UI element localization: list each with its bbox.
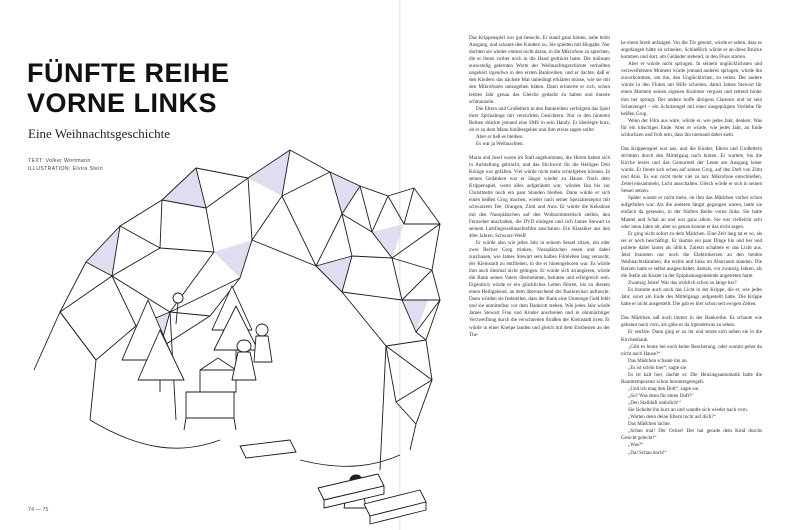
body-paragraph: „Schau mal! Der Ochse! Der hat gerade dem Kind durchs Gesicht geleckt!“ — [621, 428, 762, 442]
body-paragraph: Er ging nicht sofort zu dem Mädchen. Eine Zeit lang tat er so, als sei er noch beschäftigt. Er räumte ein paar Dinge hin und her und polierte dabei lauter als üblich. Zuletzt schaltete er das Licht aus. Jetzt brannten nur noch die Elektrokerzen an den beiden Weihnachtsbäumen, die rechts und links im Altarraum standen. Die Kerzen hatte er selbst ausgeschaltet, damals, vor zwanzig Jahren, als die Stelle als Küster in der Epiphaniasgemeinde angetreten hatte. — [621, 230, 762, 279]
article-credits — [28, 157, 103, 173]
body-paragraph: Zwanzig Jahre! War das wirklich schon so lange her? — [628, 280, 737, 287]
text-column-1 — [469, 35, 610, 339]
body-paragraph: Er würde also wie jedes Jahr in seinem Sessel sitzen, ein oder zwei Becher Grog trinken, Nussplätzchen essen und dabei zuschauen, wie James Stewart sein halbes Filmleben lang versucht, der Kleinstadt zu entfliehen, in die er hineingeboren war. Es würde ihm auch diesmal nicht gelingen. Er würde sich arrangieren, würde die Bank seines Vaters übernehmen, heiraten und erfolgreich sein. Eigentlich würde er ein glückliches Leben führen, bis zu diesem einen Heiligabend, an dem überraschend der Bankrevisor auftaucht. Dann würden sie feststellen, dass der Bank eine Unmenge Geld fehlt und sie unmittelbar vor dem Bankrott stehen. Wie jedes Jahr würde James Stewart Frau und Kinder anschreien und in ohnmächtiger Verzweiflung durch die verschneiten Straßen der Kleinstadt irren. Er würde in einer Kneipe landen und gleich mit dem Erstbesten an der The- — [469, 239, 610, 338]
text-column-2 — [621, 40, 762, 457]
body-paragraph: „Gibt es heute bei euch keine Bescherung, oder warum gehst du nicht nach Hause?“ — [621, 343, 762, 357]
illustration-credit: ILLUSTRATION: Elvira Stein — [28, 166, 104, 172]
body-paragraph: Es brannte auch noch das Licht in der Krippe, die er, wie jedes Jahr, sonst am Ende des Mittelgangs aufgestellt hatte. Die Krippe hatte er nicht ausgestellt. Die gab es hier schon seit ewigen Zeiten. — [621, 287, 762, 308]
body-paragraph: Das Mädchen saß noch immer in der Bankreihe. Es schaute wie gebannt nach vorn, als gäbe es da irgendetwas zu sehen. — [621, 315, 762, 329]
body-paragraph: „Warten denn deine Eltern nicht auf dich?“ — [628, 414, 716, 421]
body-paragraph: Es ist kalt hier, dachte er. Die Heizungsautomatik hatte die Raumtemperatur schon heruntergeregelt. — [621, 371, 762, 385]
body-paragraph: Aber er würde nicht springen. In seinem unglücklichsten und verzweifeltsten Moment würde jemand anderes springen, würde ihn zuvorkommen, um ihn, den Unglücklichen, zu retten. Der andere würde in den Fluten um Hilfe schreien, damit James Stewart für einen Moment seinen eigenen Kummer vergisst und rettend hinter ihm her springt. Der andere hoffe übrigens Clarence und ist sein Schutzengel – ein Schutzengel mit einer ausgeprägten Vorliebe für heißen Grog. — [621, 61, 762, 117]
body-paragraph: Sie lächelte ihn kurz an und wandte sich wieder nach vorn. — [628, 407, 749, 414]
body-paragraph: „Den Stallduft natürlich!“ — [628, 400, 681, 407]
text-credit: TEXT: Volker Wortmann — [28, 158, 91, 164]
body-paragraph: Maria und Josef waren im Stall angekommen, die Hirten hatten sich in Aufstellung gebracht, und das Stichwort für die Heiligen Drei Könige war gefallen. Viel würde nicht mehr schiefgehen können. In seinen Gedanken war er längst wieder zu Hause. Nach dem Krippenspiel, wenn alles aufgeräumt war, würden Ilsa bis zur Christmette noch ein paar Stunden bleiben. Dann würde er sich einen heißen Grog machen, wieder nach seiner Spezialrezeptur mit schwarzem Tee, Orangen, Zimt und Anis. Er würde die Keksdose mit den Nussplätzchen auf den Wohnzimmertisch stellen, den Fernseher anschalten, die DVD einlegen und sich James Stewart in seinem Lieblingsweihnachtsfilm anschauen. Ein Klassiker aus den 40er Jahren. Schwarz-Weiß! — [469, 155, 610, 239]
body-paragraph: „Und ich mag den Duft“, sagte sie. — [628, 385, 700, 392]
body-paragraph: „Da! Schau doch!“ — [628, 449, 667, 456]
body-paragraph: Die Eltern und Großeltern in den Bankreihen verfolgten das Spiel ihrer Sprösslinge mit verzückten Gesichtern. Nur in den hinteren Reihen drückte jemand eine SMS in sein Handy. Er überlegte kurz, ob er zu dem Mann hinübergehen und ihm etwas sagen sollte. — [469, 105, 610, 133]
body-paragraph: Er seufzte. Dann ging er zu ihr und setzte sich neben sie in die Kirchenbank. — [621, 329, 762, 343]
body-paragraph: „So? Was denn für einen Duft?“ — [628, 393, 694, 399]
body-paragraph: Aber er ließ es bleiben. — [476, 133, 524, 140]
body-paragraph: Später wusste er nicht mehr, ob ihm das Mädchen vorher schon aufgefallen war. Als die anderen längst gegangen waren, hatte sie einfach da gesessen, in der fünften Reihe vorne links. Sie hatte Mantel und Schal an und war ganz allein. Sie war vielleicht acht oder neun Jahre alt, aber so genau konnte er das nicht sagen. — [621, 195, 762, 230]
page-gutter — [399, 0, 401, 530]
body-paragraph: ke einen Streit anfangen. Vor die Tür gesetzt, würde er sehen, dass es angefangen hätte zu schneien. Schließlich würde er an diese Brücke kommen und dort, am Geländer stehend, in den Fluss starren. — [621, 40, 762, 61]
body-paragraph: Es war ja Weihnachten. — [476, 140, 524, 147]
body-paragraph: „Was?“ — [628, 442, 644, 449]
body-paragraph: Das Mädchen lachte. — [628, 421, 671, 428]
article-headline: FÜNFTE REIHE VORNE LINKS — [27, 58, 230, 118]
body-paragraph: Das Krippenspiel war aus, und die Kinder, Eltern und Großeltern strömten durch den Mittelgang nach hinten. Er wartete, bis die Kirche leerer und das Gemurmel der Leute am Ausgang leiser wurde. Er freute sich schon auf seinen Grog, auf den Duft von Zimt und Anis. Es war nicht mehr viel zu tun: Mikrofone einschließen, Zettel einsammeln, Licht ausschalten. Gleich würde er sich in seinen Sessel setzen. — [621, 145, 762, 195]
article-subtitle: Eine Weihnachtsgeschichte — [28, 126, 171, 141]
body-paragraph: Das Krippenspiel war gut besucht. Er stand ganz hinten, nahe beim Ausgang, und schaute den Kindern zu. Sie spielten mit Hingabe. Nur dachten sie wieder einmal nicht daran, in die Mikrofone zu sprechen, die er ihnen vorher noch in die Hand gedrückt hatte. Die mühsam auswendig gelernten Worte der Weihnachtsgeschichte verhallten ungehört irgendwo in den ersten Bankreihen, und er dachte, daß er den Kindern das nächste Mal unbedingt erklären müsse, wie sie mit den Mikrofonen umzugehen hätten. Dann erinnerte er sich, schon letztes Jahr genau das Gleiche gedacht zu haben und musste schmunzeln. — [469, 35, 610, 105]
body-paragraph: Das Mädchen schaute ihn an. — [628, 357, 688, 364]
body-paragraph: „Es ist schön hier“, sagte sie. — [628, 364, 688, 371]
page-numbers: 74 — 75 — [28, 507, 49, 513]
body-paragraph: Wenn der Film aus wäre, würde er, wie jedes Jahr, denken: Was für ein kitschiges Ende. Aber er würde, wie jedes Jahr, an Ende schluchzen und froh sein, dass ihn niemand dabei sieht. — [621, 117, 762, 138]
